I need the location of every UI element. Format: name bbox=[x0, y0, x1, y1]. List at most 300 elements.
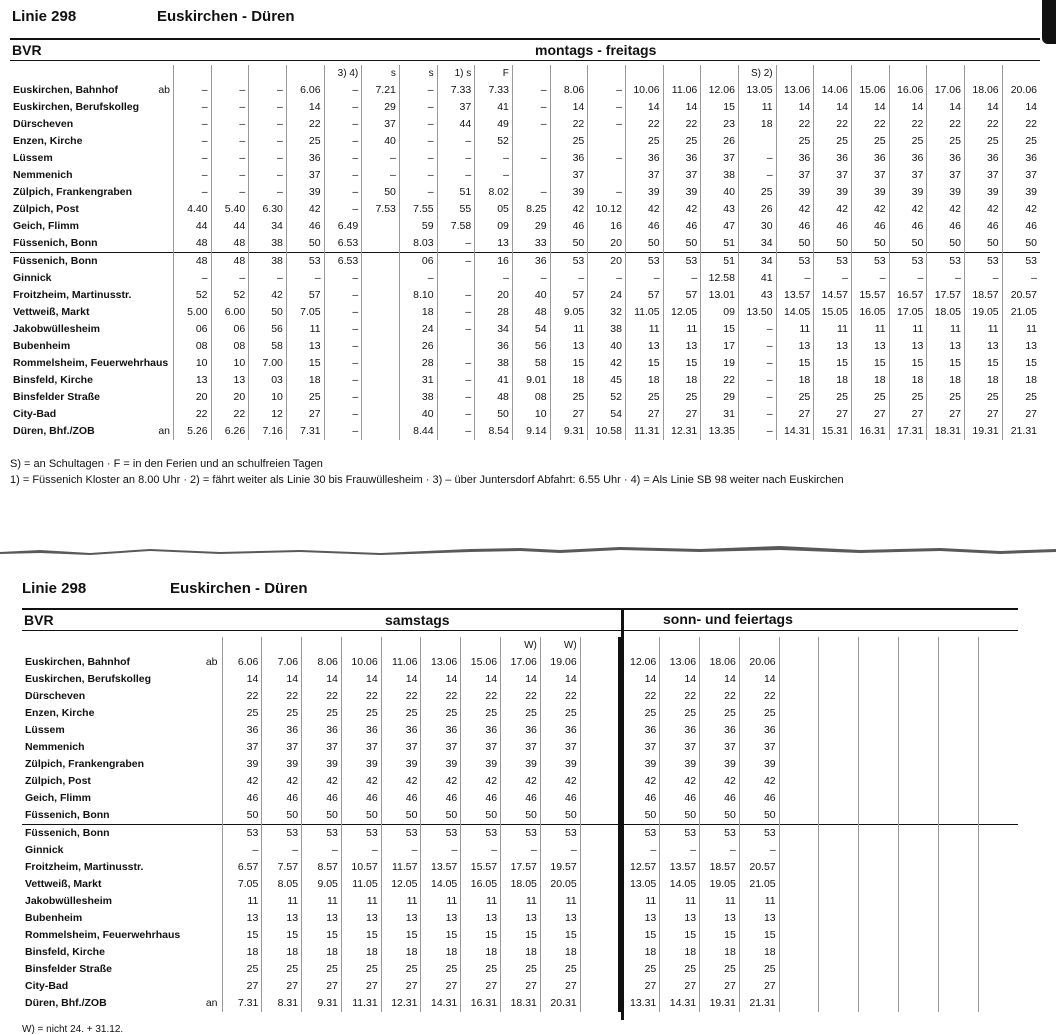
departure-time: 19.05 bbox=[700, 876, 740, 893]
departure-time: 40 bbox=[399, 406, 437, 423]
departure-time: 7.00 bbox=[249, 355, 287, 372]
departure-time: 22 bbox=[814, 116, 852, 133]
departure-time: – bbox=[249, 116, 287, 133]
departure-time: 50 bbox=[851, 235, 889, 253]
departure-time: 7.21 bbox=[362, 82, 400, 99]
departure-time: 25 bbox=[851, 133, 889, 150]
departure-time: 21.31 bbox=[739, 995, 779, 1012]
arrival-departure-marker bbox=[155, 116, 173, 133]
departure-time: 17.05 bbox=[889, 304, 927, 321]
departure-time: 12.57 bbox=[620, 859, 660, 876]
departure-time bbox=[899, 825, 939, 843]
departure-time: – bbox=[588, 99, 626, 116]
departure-time: 50 bbox=[964, 235, 1002, 253]
stop-name: Euskirchen, Bahnhof bbox=[25, 656, 131, 668]
weekend-section-rule bbox=[22, 630, 1018, 631]
page-edge-mark bbox=[1042, 0, 1056, 44]
departure-time: 22 bbox=[964, 116, 1002, 133]
departure-time: 13 bbox=[776, 338, 814, 355]
departure-time: 15.31 bbox=[814, 423, 852, 440]
departure-time bbox=[899, 961, 939, 978]
departure-time: 25 bbox=[461, 705, 501, 722]
departure-time: 46 bbox=[776, 218, 814, 235]
weekend-operator-label: BVR bbox=[24, 612, 54, 628]
route-title: Euskirchen - Düren bbox=[157, 8, 295, 25]
departure-time bbox=[580, 705, 620, 722]
table-row bbox=[22, 910, 1018, 927]
departure-time: 11 bbox=[461, 893, 501, 910]
departure-time: 11 bbox=[660, 893, 700, 910]
departure-time: – bbox=[588, 116, 626, 133]
departure-time: 39 bbox=[421, 756, 461, 773]
departure-time: 27 bbox=[814, 406, 852, 423]
departure-time: 37 bbox=[889, 167, 927, 184]
departure-time: 27 bbox=[660, 978, 700, 995]
departure-time: 45 bbox=[588, 372, 626, 389]
departure-time: 10.57 bbox=[341, 859, 381, 876]
departure-time: – bbox=[399, 167, 437, 184]
column-note bbox=[262, 637, 302, 654]
departure-time: 11 bbox=[889, 321, 927, 338]
table-row bbox=[22, 893, 1018, 910]
departure-time: 13 bbox=[625, 338, 663, 355]
departure-time: 14.05 bbox=[776, 304, 814, 321]
departure-time: 53 bbox=[663, 253, 701, 271]
departure-time: 11.05 bbox=[625, 304, 663, 321]
arrival-departure-marker bbox=[155, 304, 173, 321]
departure-time bbox=[859, 927, 899, 944]
stop-name: Enzen, Kirche bbox=[25, 707, 95, 719]
departure-time: 50 bbox=[660, 807, 700, 825]
departure-time: 39 bbox=[540, 756, 580, 773]
departure-time: 13 bbox=[173, 372, 211, 389]
departure-time: 13.05 bbox=[738, 82, 776, 99]
departure-time: 53 bbox=[550, 253, 588, 271]
departure-time: 13 bbox=[222, 910, 262, 927]
departure-time: 53 bbox=[814, 253, 852, 271]
departure-time: 37 bbox=[701, 150, 739, 167]
departure-time: 42 bbox=[1002, 201, 1040, 218]
departure-time: 46 bbox=[222, 790, 262, 807]
departure-time: 36 bbox=[620, 722, 660, 739]
departure-time: 14 bbox=[302, 671, 342, 688]
departure-time bbox=[859, 671, 899, 688]
departure-time: 50 bbox=[475, 406, 513, 423]
departure-time: – bbox=[324, 99, 362, 116]
departure-time: 14 bbox=[625, 99, 663, 116]
departure-time: 9.31 bbox=[302, 995, 342, 1012]
departure-time: 14 bbox=[1002, 99, 1040, 116]
departure-time: 22 bbox=[286, 116, 324, 133]
column-note bbox=[512, 65, 550, 82]
departure-time: 51 bbox=[701, 253, 739, 271]
departure-time: 14.31 bbox=[776, 423, 814, 440]
departure-time: 21.05 bbox=[1002, 304, 1040, 321]
departure-time: 11 bbox=[776, 321, 814, 338]
departure-time bbox=[978, 978, 1018, 995]
departure-time bbox=[738, 133, 776, 150]
departure-time bbox=[938, 739, 978, 756]
departure-time: 11 bbox=[1002, 321, 1040, 338]
departure-time: 25 bbox=[927, 389, 965, 406]
departure-time bbox=[978, 995, 1018, 1012]
departure-time: 25 bbox=[341, 705, 381, 722]
departure-time bbox=[437, 338, 475, 355]
departure-time: 13 bbox=[501, 910, 541, 927]
column-notes-row bbox=[10, 65, 1040, 82]
departure-time: 14 bbox=[964, 99, 1002, 116]
stop-name: Geich, Flimm bbox=[25, 792, 91, 804]
column-note: s bbox=[362, 65, 400, 82]
departure-time: 33 bbox=[512, 235, 550, 253]
departure-time bbox=[978, 927, 1018, 944]
section-rule bbox=[10, 60, 1040, 61]
departure-time: 7.57 bbox=[262, 859, 302, 876]
departure-time: 14 bbox=[660, 671, 700, 688]
departure-time bbox=[938, 978, 978, 995]
departure-time: 36 bbox=[739, 722, 779, 739]
departure-time: 52 bbox=[588, 389, 626, 406]
stop-name: Nemmenich bbox=[25, 741, 85, 753]
departure-time: 22 bbox=[663, 116, 701, 133]
departure-time: 25 bbox=[700, 961, 740, 978]
departure-time bbox=[779, 756, 819, 773]
departure-time: 18.57 bbox=[964, 287, 1002, 304]
departure-time bbox=[938, 842, 978, 859]
departure-time: 18 bbox=[660, 944, 700, 961]
departure-time: 22 bbox=[222, 688, 262, 705]
departure-time: 14 bbox=[540, 671, 580, 688]
arrival-departure-marker bbox=[200, 773, 222, 790]
column-note bbox=[173, 65, 211, 82]
departure-time bbox=[899, 705, 939, 722]
departure-time: – bbox=[399, 116, 437, 133]
departure-time: 11 bbox=[550, 321, 588, 338]
departure-time bbox=[938, 756, 978, 773]
departure-time: 18 bbox=[964, 372, 1002, 389]
departure-time bbox=[978, 893, 1018, 910]
departure-time: 22 bbox=[1002, 116, 1040, 133]
departure-time: 12.05 bbox=[381, 876, 421, 893]
line-number: Linie 298 bbox=[12, 8, 77, 25]
column-note bbox=[211, 65, 249, 82]
departure-time: 13 bbox=[475, 235, 513, 253]
departure-time: 37 bbox=[362, 116, 400, 133]
departure-time: 13 bbox=[262, 910, 302, 927]
departure-time: 18 bbox=[540, 944, 580, 961]
arrival-departure-marker bbox=[155, 406, 173, 423]
departure-time: 27 bbox=[501, 978, 541, 995]
weekend-route-title: Euskirchen - Düren bbox=[170, 580, 308, 597]
departure-time bbox=[779, 910, 819, 927]
departure-time: 16 bbox=[475, 253, 513, 271]
departure-time: – bbox=[738, 406, 776, 423]
departure-time: 25 bbox=[889, 133, 927, 150]
column-note bbox=[1002, 65, 1040, 82]
departure-time: 18 bbox=[889, 372, 927, 389]
departure-time: – bbox=[249, 133, 287, 150]
stop-name: City-Bad bbox=[25, 980, 69, 992]
departure-time: – bbox=[814, 270, 852, 287]
column-note bbox=[663, 65, 701, 82]
stop-name: Euskirchen, Berufskolleg bbox=[25, 673, 152, 685]
departure-time bbox=[859, 756, 899, 773]
departure-time: 24 bbox=[399, 321, 437, 338]
departure-time bbox=[779, 654, 819, 671]
departure-time bbox=[978, 739, 1018, 756]
departure-time: 10 bbox=[249, 389, 287, 406]
stop-name: Enzen, Kirche bbox=[13, 135, 83, 147]
departure-time bbox=[978, 876, 1018, 893]
departure-time: 39 bbox=[739, 756, 779, 773]
weekday-timetable bbox=[10, 65, 1040, 440]
departure-time: 18 bbox=[222, 944, 262, 961]
departure-time: 37 bbox=[381, 739, 421, 756]
departure-time: – bbox=[927, 270, 965, 287]
departure-time: – bbox=[851, 270, 889, 287]
departure-time bbox=[938, 910, 978, 927]
departure-time: 46 bbox=[620, 790, 660, 807]
departure-time: 6.06 bbox=[222, 654, 262, 671]
departure-time: 18 bbox=[1002, 372, 1040, 389]
arrival-departure-marker bbox=[200, 910, 222, 927]
departure-time: 11.31 bbox=[625, 423, 663, 440]
departure-time: 53 bbox=[262, 825, 302, 843]
sunday-title: sonn- und feiertags bbox=[663, 611, 793, 627]
departure-time: 48 bbox=[173, 253, 211, 271]
departure-time: 08 bbox=[173, 338, 211, 355]
departure-time: – bbox=[738, 150, 776, 167]
departure-time: 25 bbox=[222, 961, 262, 978]
departure-time: – bbox=[341, 842, 381, 859]
departure-time: 46 bbox=[540, 790, 580, 807]
departure-time: 27 bbox=[262, 978, 302, 995]
departure-time: 5.26 bbox=[173, 423, 211, 440]
departure-time: 15 bbox=[540, 927, 580, 944]
departure-time bbox=[819, 893, 859, 910]
departure-time: 05 bbox=[475, 201, 513, 218]
table-row bbox=[10, 99, 1040, 116]
departure-time: 09 bbox=[475, 218, 513, 235]
departure-time: 53 bbox=[889, 253, 927, 271]
departure-time: 16.57 bbox=[889, 287, 927, 304]
departure-time: 6.53 bbox=[324, 235, 362, 253]
departure-time bbox=[580, 944, 620, 961]
departure-time bbox=[899, 773, 939, 790]
departure-time bbox=[580, 961, 620, 978]
departure-time: 18 bbox=[663, 372, 701, 389]
weekend-header-rule bbox=[22, 608, 1018, 610]
departure-time: 37 bbox=[739, 739, 779, 756]
departure-time: 57 bbox=[286, 287, 324, 304]
departure-time bbox=[779, 961, 819, 978]
column-note: W) bbox=[501, 637, 541, 654]
departure-time bbox=[859, 842, 899, 859]
departure-time: 7.53 bbox=[362, 201, 400, 218]
departure-time bbox=[362, 304, 400, 321]
departure-time bbox=[859, 688, 899, 705]
departure-time: 50 bbox=[421, 807, 461, 825]
departure-time: 8.10 bbox=[399, 287, 437, 304]
stop-name: Lüssem bbox=[13, 152, 53, 164]
departure-time: 13.50 bbox=[738, 304, 776, 321]
departure-time bbox=[859, 825, 899, 843]
departure-time bbox=[978, 859, 1018, 876]
departure-time: 14.05 bbox=[421, 876, 461, 893]
departure-time: 42 bbox=[588, 355, 626, 372]
departure-time: 13 bbox=[540, 910, 580, 927]
departure-time: – bbox=[399, 99, 437, 116]
departure-time: 37 bbox=[927, 167, 965, 184]
departure-time: – bbox=[211, 116, 249, 133]
departure-time bbox=[779, 773, 819, 790]
weekend-footnote: W) = nicht 24. + 31.12. bbox=[22, 1024, 124, 1035]
departure-time: 16 bbox=[588, 218, 626, 235]
column-note bbox=[978, 637, 1018, 654]
departure-time: 6.53 bbox=[324, 253, 362, 271]
departure-time: 54 bbox=[512, 321, 550, 338]
departure-time bbox=[859, 790, 899, 807]
departure-time bbox=[779, 790, 819, 807]
departure-time: 53 bbox=[620, 825, 660, 843]
departure-time bbox=[580, 671, 620, 688]
departure-time: 26 bbox=[738, 201, 776, 218]
departure-time: 13.01 bbox=[701, 287, 739, 304]
departure-time: 53 bbox=[625, 253, 663, 271]
departure-time: 15 bbox=[461, 927, 501, 944]
departure-time: 26 bbox=[399, 338, 437, 355]
departure-time: 9.05 bbox=[302, 876, 342, 893]
departure-time bbox=[362, 389, 400, 406]
departure-time: 59 bbox=[399, 218, 437, 235]
departure-time: 14 bbox=[776, 99, 814, 116]
departure-time: 13 bbox=[620, 910, 660, 927]
departure-time: 50 bbox=[501, 807, 541, 825]
departure-time: 53 bbox=[964, 253, 1002, 271]
departure-time: 17.57 bbox=[501, 859, 541, 876]
arrival-departure-marker bbox=[155, 338, 173, 355]
departure-time bbox=[362, 406, 400, 423]
column-note bbox=[249, 65, 287, 82]
table-row bbox=[10, 201, 1040, 218]
stop-name: Binsfelder Straße bbox=[13, 391, 100, 403]
arrival-departure-marker bbox=[200, 927, 222, 944]
departure-time: 15 bbox=[814, 355, 852, 372]
departure-time: 25 bbox=[286, 133, 324, 150]
departure-time: 46 bbox=[381, 790, 421, 807]
departure-time bbox=[779, 944, 819, 961]
departure-time: 37 bbox=[501, 739, 541, 756]
departure-time bbox=[580, 910, 620, 927]
departure-time: 37 bbox=[437, 99, 475, 116]
departure-time: 39 bbox=[620, 756, 660, 773]
table-row bbox=[10, 167, 1040, 184]
departure-time: – bbox=[286, 270, 324, 287]
departure-time: 13.06 bbox=[660, 654, 700, 671]
departure-time: – bbox=[173, 99, 211, 116]
table-row bbox=[22, 927, 1018, 944]
departure-time: 10.06 bbox=[341, 654, 381, 671]
departure-time: 27 bbox=[341, 978, 381, 995]
arrival-departure-marker bbox=[155, 372, 173, 389]
departure-time: 37 bbox=[341, 739, 381, 756]
departure-time: – bbox=[399, 184, 437, 201]
departure-time bbox=[938, 961, 978, 978]
departure-time: 5.00 bbox=[173, 304, 211, 321]
departure-time bbox=[899, 654, 939, 671]
departure-time: – bbox=[437, 321, 475, 338]
departure-time: 52 bbox=[475, 133, 513, 150]
table-row bbox=[22, 705, 1018, 722]
departure-time: 22 bbox=[851, 116, 889, 133]
departure-time: 25 bbox=[738, 184, 776, 201]
departure-time: – bbox=[173, 133, 211, 150]
departure-time: 53 bbox=[286, 253, 324, 271]
table-row bbox=[10, 423, 1040, 440]
departure-time: 12.05 bbox=[663, 304, 701, 321]
departure-time: 34 bbox=[738, 253, 776, 271]
departure-time: 42 bbox=[262, 773, 302, 790]
departure-time: 46 bbox=[814, 218, 852, 235]
departure-time: 53 bbox=[381, 825, 421, 843]
departure-time: 5.40 bbox=[211, 201, 249, 218]
departure-time: 13 bbox=[660, 910, 700, 927]
departure-time: 25 bbox=[814, 133, 852, 150]
departure-time: 10 bbox=[512, 406, 550, 423]
weekend-header bbox=[22, 580, 308, 597]
departure-time: 11 bbox=[663, 321, 701, 338]
column-note bbox=[620, 637, 660, 654]
departure-time bbox=[580, 825, 620, 843]
departure-time: 41 bbox=[738, 270, 776, 287]
departure-time bbox=[899, 842, 939, 859]
departure-time: 20 bbox=[475, 287, 513, 304]
departure-time: 46 bbox=[262, 790, 302, 807]
departure-time: – bbox=[173, 150, 211, 167]
departure-time: 42 bbox=[660, 773, 700, 790]
departure-time: 36 bbox=[222, 722, 262, 739]
departure-time: 36 bbox=[625, 150, 663, 167]
table-row bbox=[10, 82, 1040, 99]
departure-time: 31 bbox=[701, 406, 739, 423]
departure-time: 39 bbox=[501, 756, 541, 773]
departure-time: 18 bbox=[738, 116, 776, 133]
departure-time: 50 bbox=[927, 235, 965, 253]
departure-time: – bbox=[249, 99, 287, 116]
departure-time: 24 bbox=[588, 287, 626, 304]
departure-time bbox=[580, 807, 620, 825]
departure-time: 46 bbox=[302, 790, 342, 807]
departure-time: 42 bbox=[501, 773, 541, 790]
departure-time: 13 bbox=[341, 910, 381, 927]
stop-name: Dürscheven bbox=[13, 118, 74, 130]
departure-time: 18 bbox=[341, 944, 381, 961]
departure-time: 57 bbox=[550, 287, 588, 304]
departure-time: 10 bbox=[173, 355, 211, 372]
departure-time: 11 bbox=[964, 321, 1002, 338]
departure-time: – bbox=[211, 82, 249, 99]
departure-time: 18.06 bbox=[700, 654, 740, 671]
departure-time: 41 bbox=[475, 372, 513, 389]
departure-time: 13 bbox=[964, 338, 1002, 355]
departure-time: – bbox=[324, 167, 362, 184]
departure-time: 14 bbox=[262, 671, 302, 688]
departure-time: 13 bbox=[739, 910, 779, 927]
departure-time: 25 bbox=[381, 705, 421, 722]
departure-time: 42 bbox=[851, 201, 889, 218]
departure-time: 13.31 bbox=[620, 995, 660, 1012]
departure-time bbox=[580, 739, 620, 756]
